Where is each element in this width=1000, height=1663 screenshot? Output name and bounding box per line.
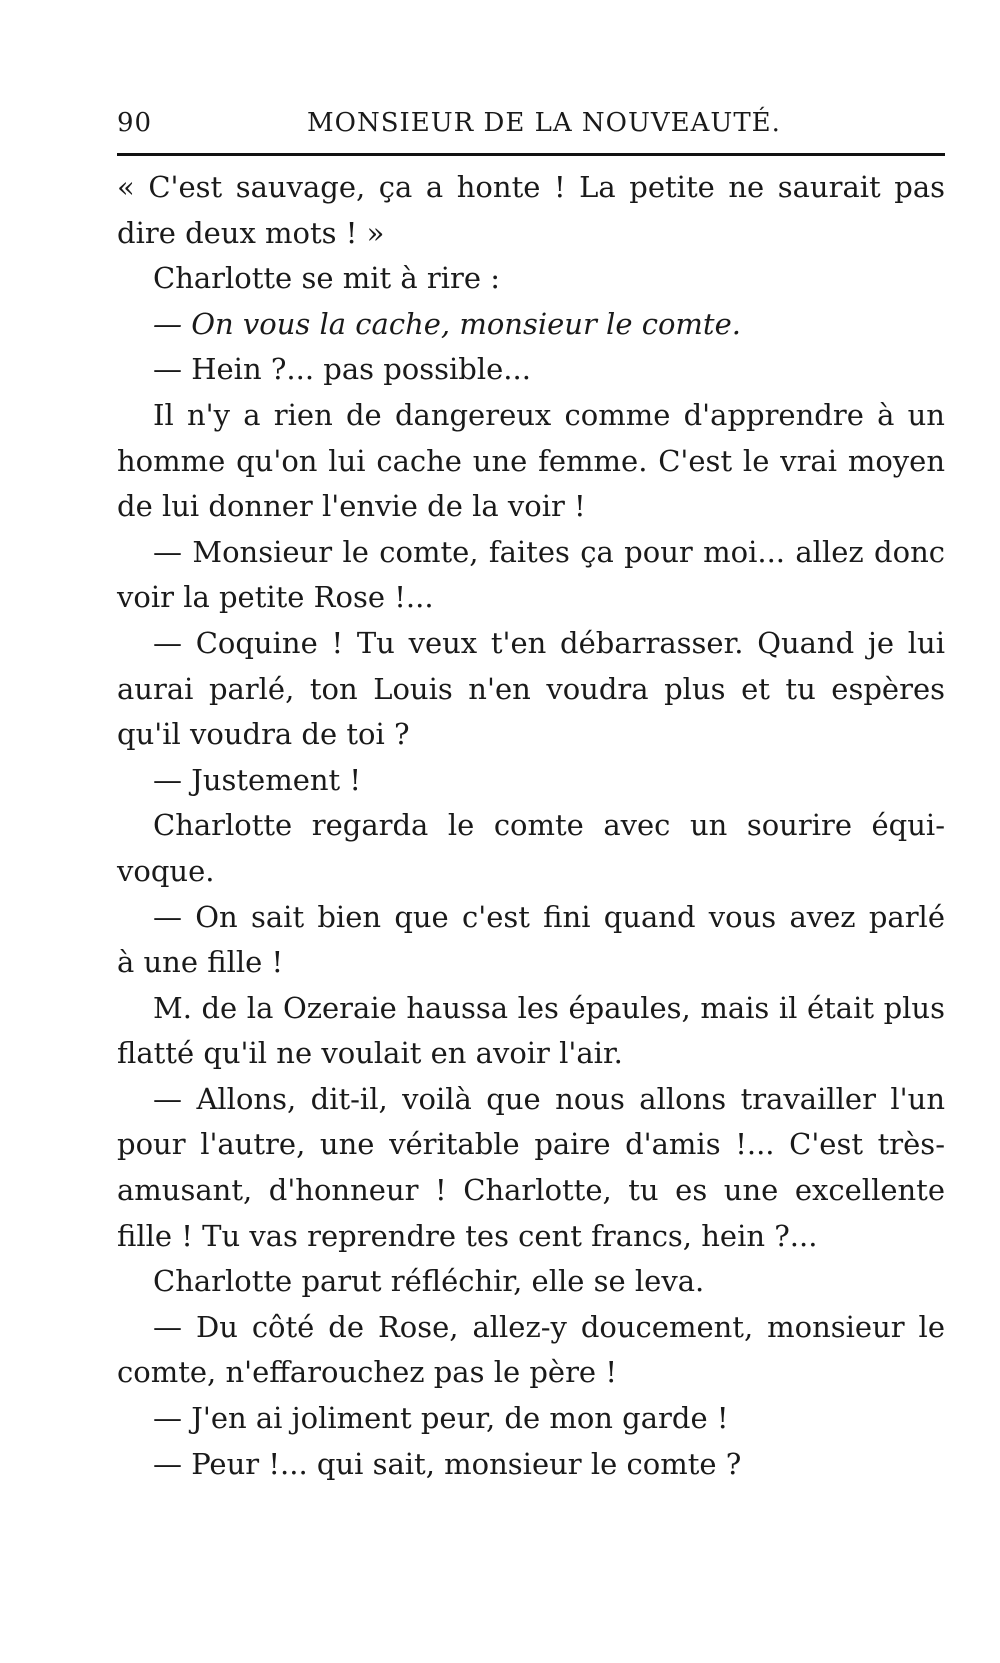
text-line: M. de la Ozeraie haussa les épaules, mais il était plus xyxy=(153,990,945,1025)
running-header xyxy=(117,100,945,140)
text-line: amusant, d'honneur ! Charlotte, tu es une excellente xyxy=(117,1173,945,1208)
text-line: — Justement ! xyxy=(153,762,362,797)
text-line: — Monsieur le comte, faites ça pour moi... allez donc xyxy=(153,534,945,569)
text-line: Charlotte regarda le comte avec un sourire équi- xyxy=(153,808,945,843)
text-line: qu'il voudra de toi ? xyxy=(117,717,410,752)
text-line: — Peur !... qui sait, monsieur le comte ? xyxy=(153,1446,742,1481)
running-title: MONSIEUR DE LA NOUVEAUTÉ. xyxy=(307,108,781,138)
text-line: Charlotte se mit à rire : xyxy=(153,261,501,296)
text-line: fille ! Tu vas reprendre tes cent francs, hein ?... xyxy=(117,1218,818,1253)
text-line: homme qu'on lui cache une femme. C'est le vrai moyen xyxy=(117,443,945,478)
text-line: comte, n'effarouchez pas le père ! xyxy=(117,1355,617,1390)
text-line: de lui donner l'envie de la voir ! xyxy=(117,489,586,524)
text-line: Charlotte parut réfléchir, elle se leva. xyxy=(153,1264,705,1299)
text-line: Il n'y a rien de dangereux comme d'apprendre à un xyxy=(153,397,945,432)
header-rule xyxy=(117,153,945,156)
page-number: 90 xyxy=(117,108,153,138)
text-line: — On sait bien que c'est fini quand vous avez parlé xyxy=(153,899,945,934)
text-line: pour l'autre, une véritable paire d'amis !... C'est très- xyxy=(117,1127,945,1162)
body-text xyxy=(117,165,945,1487)
text-line: à une fille ! xyxy=(117,945,284,980)
text-line: aurai parlé, ton Louis n'en voudra plus et tu espères xyxy=(117,671,945,706)
text-line: « C'est sauvage, ça a honte ! La petite ne saurait pas xyxy=(117,170,945,204)
text-line: — Allons, dit-il, voilà que nous allons travailler l'un xyxy=(153,1081,945,1116)
text-line: — Hein ?... pas possible... xyxy=(153,352,531,387)
text-line: — Coquine ! Tu veux t'en débarrasser. Quand je lui xyxy=(153,625,945,660)
text-line: — J'en ai joliment peur, de mon garde ! xyxy=(153,1401,729,1436)
text-line: flatté qu'il ne voulait en avoir l'air. xyxy=(117,1036,623,1071)
text-line: — Du côté de Rose, allez-y doucement, monsieur le xyxy=(153,1309,945,1344)
text-line: voque. xyxy=(117,853,215,888)
text-line: voir la petite Rose !... xyxy=(117,580,434,615)
text-line: dire deux mots ! » xyxy=(117,215,385,250)
text-line: — On vous la cache, monsieur le comte. xyxy=(153,306,741,341)
